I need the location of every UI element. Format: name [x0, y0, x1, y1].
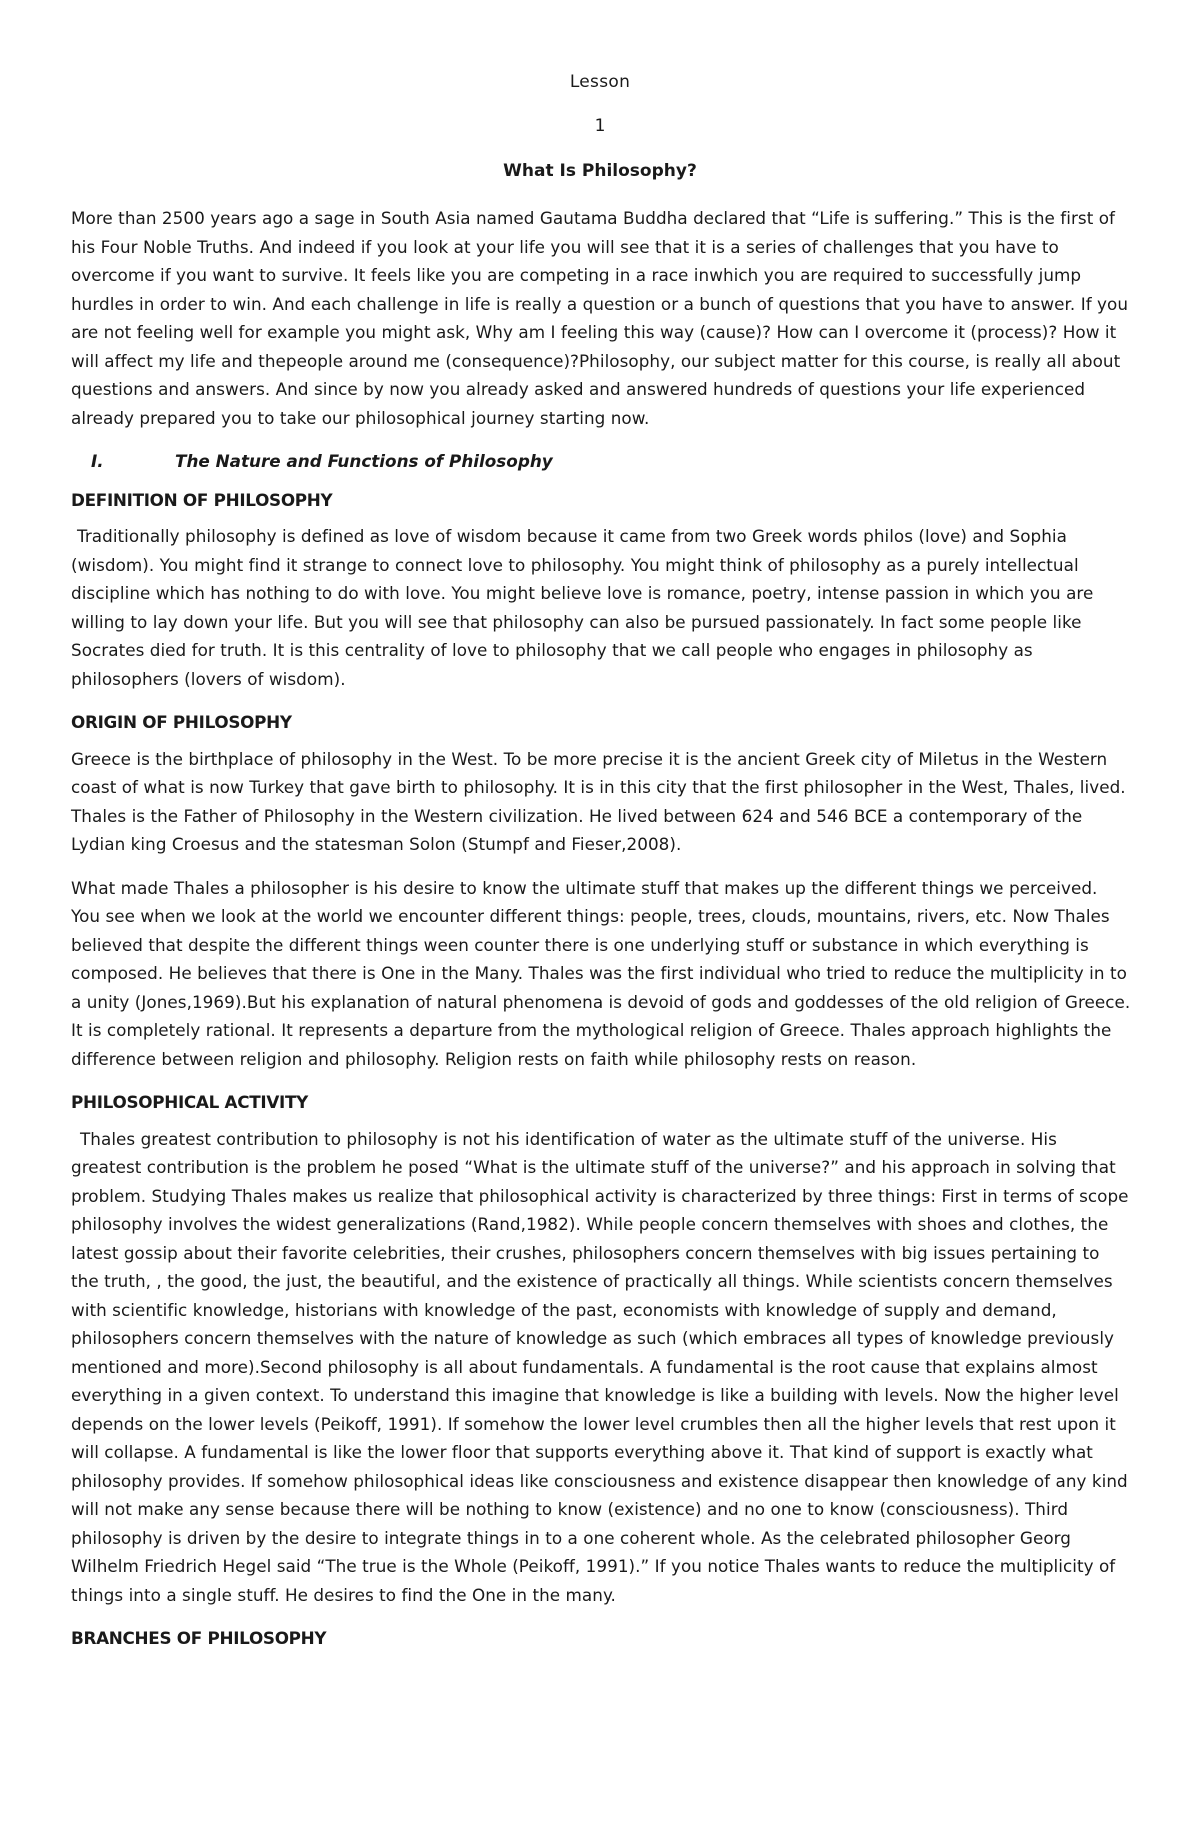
page-title: What Is Philosophy?	[503, 161, 697, 181]
activity-paragraph: Thales greatest contribution to philosophy is not his identification of water as the ultimate stuff of the universe. His greatest contribution is the problem he posed “What is the ultimate stuff of the universe?” and his approach in solving that problem. Studying Thales makes us realize that philosophical activity is characterized by three things: First in terms of scope philosophy involves the widest generalizations (Rand,1982). While people concern themselves with shoes and clothes, the latest gossip about their favorite celebrities, their crushes, philosophers concern themselves with big issues pertaining to the truth, , the good, the just, the beautiful, and the existence of practically all things. While scientists concern themselves with scientific knowledge, historians with knowledge of the past, economists with knowledge of supply and demand, philosophers concern themselves with the nature of knowledge as such (which embraces all types of knowledge previously mentioned and more).Second philosophy is all about fundamentals. A fundamental is the root cause that explains almost everything in a given context. To understand this imagine that knowledge is like a building with levels. Now the higher level depends on the lower levels (Peikoff, 1991). If somehow the lower level crumbles then all the higher levels that rest upon it will collapse. A fundamental is like the lower floor that supports everything above it. That kind of support is exactly what philosophy provides. If somehow philosophical ideas like consciousness and existence disappear then knowledge of any kind will not make any sense because there will be nothing to know (existence) and no one to know (consciousness). Third philosophy is driven by the desire to integrate things in to a one coherent whole. As the celebrated philosopher Georg Wilhelm Friedrich Hegel said “The true is the Whole (Peikoff, 1991).” If you notice Thales wants to reduce the multiplicity of things into a single stuff. He desires to find the One in the many.	[71, 1128, 1129, 1605]
definition-paragraph: Traditionally philosophy is defined as love of wisdom because it came from two Greek words philos (love) and Sophia (wisdom). You might find it strange to connect love to philosophy. You might think of philosophy as a purely intellectual discipline which has nothing to do with love. You might believe love is romance, poetry, intense passion in which you are willing to lay down your life. But you will see that philosophy can also be pursued passionately. In fact some people like Socrates died for truth. It is this centrality of love to philosophy that we call people who engages in philosophy as philosophers (lovers of wisdom).	[71, 526, 1094, 689]
section-numeral: I.	[91, 451, 104, 471]
origin-paragraph-2: What made Thales a philosopher is his desire to know the ultimate stuff that makes up the different things we perceived. You see when we look at the world we encounter different things: people, trees, clouds, mountains, rivers, etc. Now Thales believed that despite the different things ween counter there is one underlying stuff or substance in which everything is composed. He believes that there is One in the Many. Thales was the first individual who tried to reduce the multiplicity in to a unity (Jones,1969).But his explanation of natural phenomena is devoid of gods and goddesses of the old religion of Greece. It is completely rational. It represents a departure from the mythological religion of Greece. Thales approach highlights the difference between religion and philosophy. Religion rests on faith while philosophy rests on reason.	[71, 877, 1131, 1069]
origin-paragraph-1: Greece is the birthplace of philosophy in the West. To be more precise it is the ancient Greek city of Miletus in the Western coast of what is now Turkey that gave birth to philosophy. It is in this city that the first philosopher in the West, Thales, lived. Thales is the Father of Philosophy in the Western civilization. He lived between 624 and 546 BCE a contemporary of the Lydian king Croesus and the statesman Solon (Stumpf and Fieser,2008).	[71, 748, 1126, 854]
intro-paragraph: More than 2500 years ago a sage in South Asia named Gautama Buddha declared that “Life is suffering.” This is the first of his Four Noble Truths. And indeed if you look at your life you will see that it is a series of challenges that you have to overcome if you want to survive. It feels like you are competing in a race inwhich you are required to successfully jump hurdles in order to win. And each challenge in life is really a question or a bunch of questions that you have to answer. If you are not feeling well for example you might ask, Why am I feeling this way (cause)? How can I overcome it (process)? How it will affect my life and thepeople around me (consequence)?Philosophy, our subject matter for this course, is really all about questions and answers. And since by now you already asked and answered hundreds of questions your life experienced already prepared you to take our philosophical journey starting now.	[71, 208, 1129, 428]
branches-heading: BRANCHES OF PHILOSOPHY	[71, 1628, 327, 1648]
lesson-number: 1	[594, 116, 606, 136]
origin-heading: ORIGIN OF PHILOSOPHY	[71, 712, 292, 732]
section-heading-nature-functions	[71, 447, 1131, 476]
activity-heading: PHILOSOPHICAL ACTIVITY	[71, 1092, 308, 1112]
definition-heading: DEFINITION OF PHILOSOPHY	[71, 489, 333, 510]
document-body	[71, 204, 1131, 1661]
section-title: The Nature and Functions of Philosophy	[175, 451, 553, 471]
lesson-label: Lesson	[569, 72, 631, 92]
